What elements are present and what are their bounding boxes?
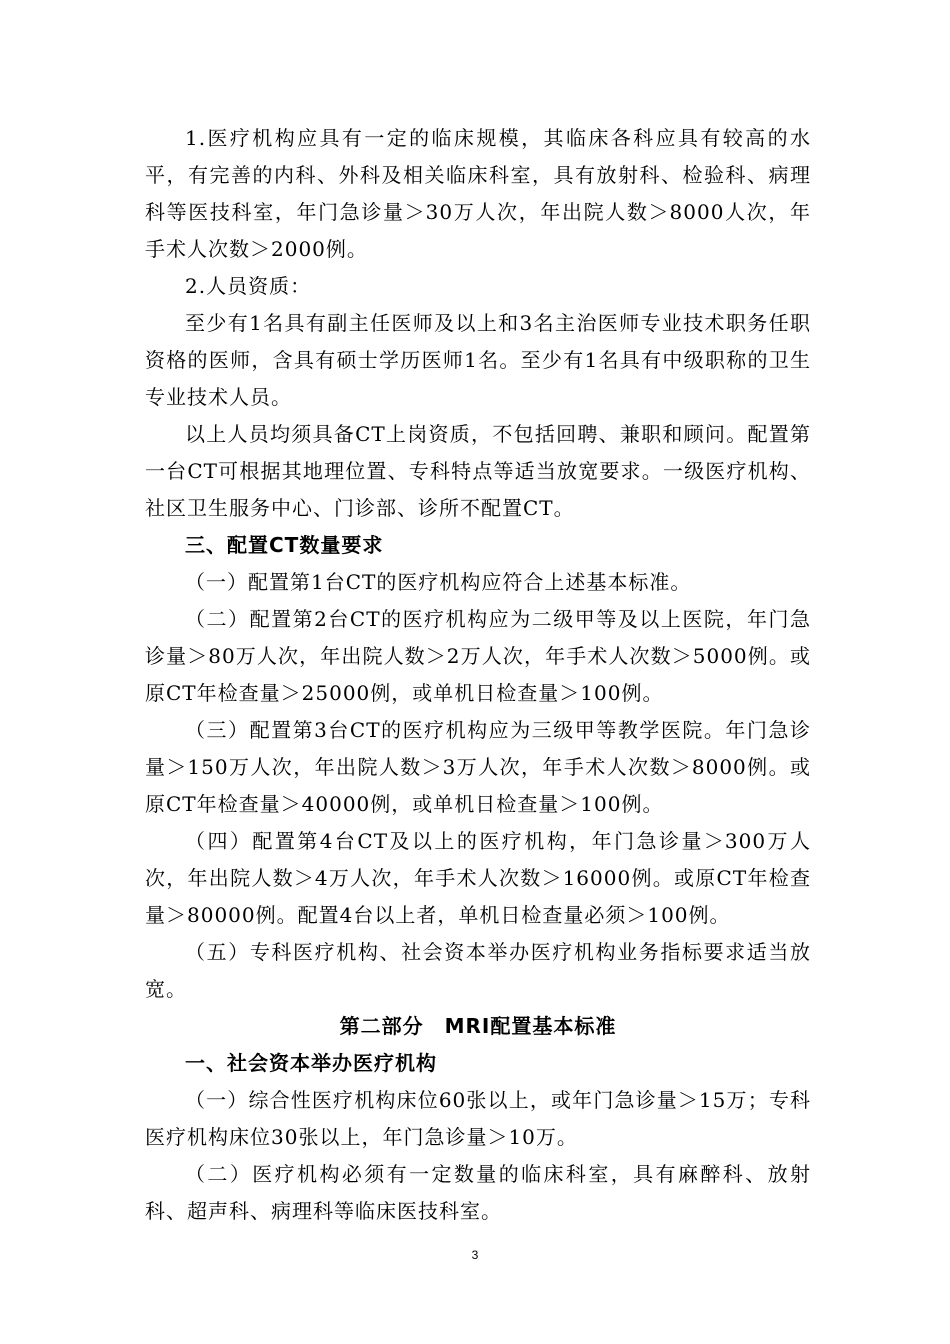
- paragraph-second-ct: （二）配置第2台CT的医疗机构应为二级甲等及以上医院，年门急诊量＞80万人次，年出院人数＞2万人次，年手术人次数＞5000例。或原CT年检查量＞25000例，或单机日检查量＞100例。: [145, 607, 811, 705]
- paragraph-bed-count: （一）综合性医疗机构床位60张以上，或年门急诊量＞15万；专科医疗机构床位30张以上，年门急诊量＞10万。: [145, 1088, 811, 1149]
- paragraph-fourth-ct: （四）配置第4台CT及以上的医疗机构，年门急诊量＞300万人次，年出院人数＞4万人次，年手术人次数＞16000例。或原CT年检查量＞80000例。配置4台以上者，单机日检查量必须＞100例。: [145, 829, 811, 927]
- paragraph-first-ct: （一）配置第1台CT的医疗机构应符合上述基本标准。: [185, 570, 692, 594]
- page-number: 3: [471, 1248, 479, 1262]
- paragraph-staff-qualification-title: 2.人员资质：: [185, 274, 312, 298]
- part-heading-mri: 第二部分 MRI配置基本标准: [339, 1014, 617, 1038]
- section-heading-social-capital: 一、社会资本举办医疗机构: [185, 1051, 437, 1075]
- section-heading-ct-quantity: 三、配置CT数量要求: [185, 533, 384, 557]
- paragraph-ct-certification: 以上人员均须具备CT上岗资质，不包括回聘、兼职和顾问。配置第一台CT可根据其地理位置、专科特点等适当放宽要求。一级医疗机构、社区卫生服务中心、门诊部、诊所不配置CT。: [145, 422, 811, 520]
- document-body: [145, 120, 811, 1230]
- paragraph-clinical-scale: 1.医疗机构应具有一定的临床规模，其临床各科应具有较高的水平，有完善的内科、外科及相关临床科室，具有放射科、检验科、病理科等医技科室，年门急诊量＞30万人次，年出院人数＞8000人次，年手术人次数＞2000例。: [145, 126, 811, 261]
- paragraph-third-ct: （三）配置第3台CT的医疗机构应为三级甲等教学医院。年门急诊量＞150万人次，年出院人数＞3万人次，年手术人次数＞8000例。或原CT年检查量＞40000例，或单机日检查量＞100例。: [145, 718, 811, 816]
- paragraph-staff-requirements: 至少有1名具有副主任医师及以上和3名主治医师专业技术职务任职资格的医师，含具有硕士学历医师1名。至少有1名具有中级职称的卫生专业技术人员。: [145, 311, 811, 409]
- paragraph-clinical-departments: （二）医疗机构必须有一定数量的临床科室，具有麻醉科、放射科、超声科、病理科等临床医技科室。: [145, 1162, 811, 1223]
- paragraph-specialty-relax: （五）专科医疗机构、社会资本举办医疗机构业务指标要求适当放宽。: [145, 940, 811, 1001]
